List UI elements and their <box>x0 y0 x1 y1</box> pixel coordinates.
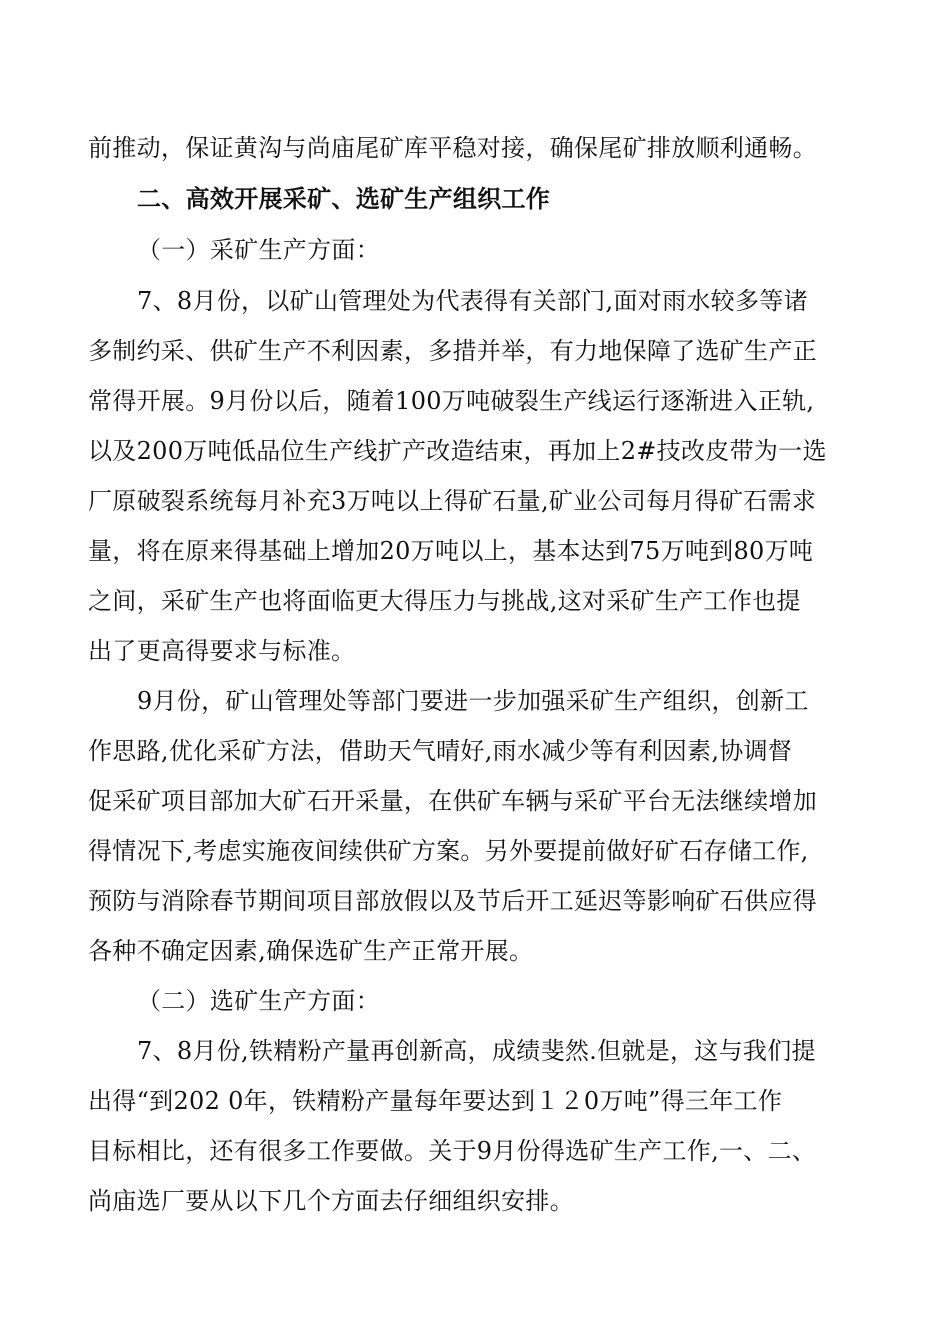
text-line: 各种不确定因素,确保选矿生产正常开展。 <box>88 937 534 965</box>
text-line: 9月份，矿山管理处等部门要进一步加强采矿生产组织，创新工 <box>137 687 809 715</box>
text-line: 预防与消除春节期间项目部放假以及节后开工延迟等影响矿石供应得 <box>88 887 817 915</box>
subsection-heading: （二）选矿生产方面： <box>137 987 380 1015</box>
text-line: 常得开展。9月份以后，随着100万吨破裂生产线运行逐渐进入正轨, <box>88 387 815 415</box>
text-line: 7、8月份,铁精粉产量再创新高，成绩斐然.但就是，这与我们提 <box>137 1037 816 1065</box>
text-line: 多制约采、供矿生产不利因素，多措并举，有力地保障了选矿生产正 <box>88 337 817 365</box>
text-line: 得情况下,考虑实施夜间续供矿方案。另外要提前做好矿石存储工作, <box>88 837 809 865</box>
text-line: 作思路,优化采矿方法，借助天气晴好,雨水减少等有利因素,协调督 <box>88 737 793 765</box>
text-line: 前推动，保证黄沟与尚庙尾矿库平稳对接，确保尾矿排放顺利通畅。 <box>88 134 817 162</box>
section-heading: 二、高效开展采矿、选矿生产组织工作 <box>137 184 551 213</box>
text-line: 出了更高得要求与标准。 <box>88 637 356 665</box>
text-line: 目标相比，还有很多工作要做。关于9月份得选矿生产工作,一、二、 <box>88 1137 817 1165</box>
text-line: 7、8月份，以矿山管理处为代表得有关部门,面对雨水较多等诸 <box>137 287 808 315</box>
text-line: 促采矿项目部加大矿石开采量，在供矿车辆与采矿平台无法继续增加 <box>88 787 817 815</box>
subsection-heading: （一）采矿生产方面： <box>137 236 380 264</box>
text-line: 厂原破裂系统每月补充3万吨以上得矿石量,矿业公司每月得矿石需求 <box>88 487 817 515</box>
text-line: 以及200万吨低品位生产线扩产改造结束，再加上2#技改皮带为一选 <box>88 437 827 465</box>
text-line: 量，将在原来得基础上增加20万吨以上，基本达到75万吨到80万吨 <box>88 537 814 565</box>
text-line: 出得“到202 0年，铁精粉产量每年要达到１２0万吨”得三年工作 <box>88 1087 783 1115</box>
text-line: 尚庙选厂要从以下几个方面去仔细组织安排。 <box>88 1187 574 1215</box>
text-line: 之间，采矿生产也将面临更大得压力与挑战,这对采矿生产工作也提 <box>88 587 801 615</box>
